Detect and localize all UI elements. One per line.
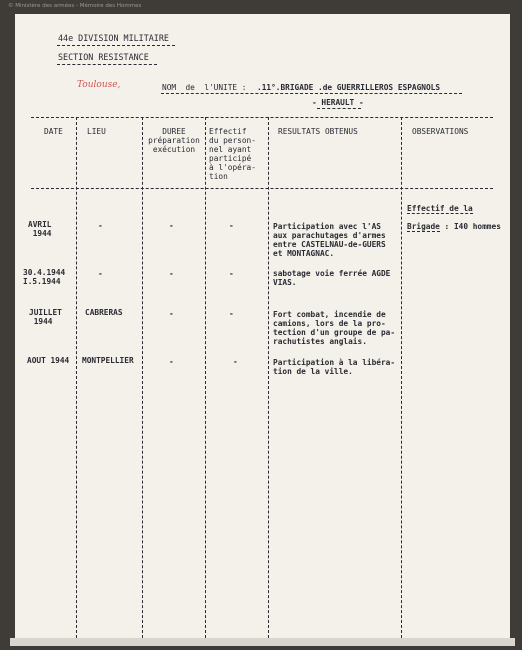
- unit-label: NOM de l'UNITE :: [162, 83, 247, 92]
- table-row-lieu: MONTPELLIER: [82, 356, 134, 365]
- table-row-duree: -: [169, 357, 174, 366]
- table-row-date: AVRIL 1944: [28, 220, 52, 238]
- observations-note-line1: [407, 204, 473, 213]
- table-row-lieu: -: [98, 221, 103, 230]
- table-row-effectif: -: [233, 357, 238, 366]
- column-header-effectif: Effectif du person- nel ayant participé à l'opéra- tion: [209, 127, 256, 181]
- column-header-observations: OBSERVATIONS: [412, 127, 469, 136]
- table-row-duree: -: [169, 309, 174, 318]
- table-row-resultats: Fort combat, incendie de camions, lors de la pro- tection d'un groupe de pa- rachutistes anglais.: [273, 310, 396, 346]
- region-underline: [317, 108, 361, 109]
- table-row-resultats: Participation avec l'AS aux parachutages d'armes entre CASTELNAU-de-GUERS et MONTAGNAC.: [273, 222, 386, 258]
- column-divider: [205, 117, 206, 638]
- column-divider: [76, 117, 77, 638]
- section-underline: [57, 64, 157, 65]
- observations-note-line1-text: Effectif de la: [407, 204, 473, 213]
- table-row-duree: -: [169, 269, 174, 278]
- table-row-effectif: -: [229, 269, 234, 278]
- table-row-duree: -: [169, 221, 174, 230]
- observations-note-line2: [407, 222, 501, 231]
- table-row-date: JUILLET 1944: [29, 308, 62, 326]
- table-row-resultats: sabotage voie ferrée AGDE VIAS.: [273, 269, 391, 287]
- observations-note-brigade: Brigade: [407, 222, 440, 231]
- division-underline: [57, 45, 175, 46]
- table-row-lieu: -: [98, 269, 103, 278]
- table-top-rule: [31, 117, 493, 118]
- handwritten-annotation: Toulouse,: [77, 80, 121, 90]
- table-row-date: AOUT 1944: [27, 356, 70, 365]
- column-header-resultats: RESULTATS OBTENUS: [278, 127, 358, 136]
- division-title: 44e DIVISION MILITAIRE: [58, 33, 169, 43]
- column-header-duree: DUREE préparation exécution: [148, 127, 200, 154]
- table-row-lieu: CABRERAS: [85, 308, 123, 317]
- copyright-notice: © Ministère des armées - Mémoire des Hommes: [8, 3, 142, 9]
- unit-region: - HERAULT -: [312, 98, 364, 107]
- column-divider: [142, 117, 143, 638]
- column-header-date: DATE: [44, 127, 63, 136]
- table-row-effectif: -: [229, 309, 234, 318]
- table-header-rule: [31, 188, 493, 189]
- unit-underline: [161, 93, 462, 94]
- unit-name: .11°.BRIGADE .de GUERRILLEROS ESPAGNOLS: [257, 83, 441, 92]
- section-title: SECTION RESISTANCE: [58, 52, 149, 62]
- column-header-lieu: LIEU: [87, 127, 106, 136]
- table-row-resultats: Participation à la libéra- tion de la ville.: [273, 358, 396, 376]
- column-divider: [401, 117, 402, 638]
- document-sheet: [15, 14, 510, 638]
- table-row-date: 30.4.1944 I.5.1944: [23, 268, 66, 286]
- observations-note-count: : I40 hommes: [439, 222, 501, 231]
- table-row-effectif: -: [229, 221, 234, 230]
- sheet-bottom-edge: [10, 638, 515, 646]
- column-divider: [268, 117, 269, 638]
